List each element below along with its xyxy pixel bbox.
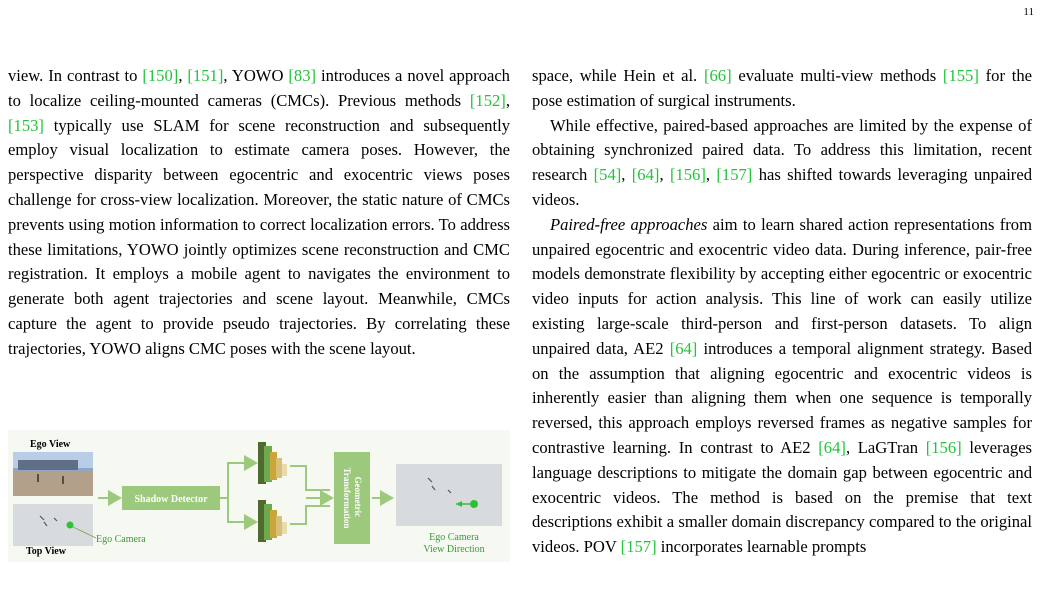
ego-view-image xyxy=(13,452,93,496)
output-ego-camera-marker xyxy=(470,500,478,508)
citation-link[interactable]: [156] xyxy=(925,437,962,457)
geometric-transformation-label: Geometric Transformation xyxy=(342,467,363,529)
citation-link[interactable]: [151] xyxy=(187,66,224,85)
top-view-image xyxy=(13,504,96,546)
citation-link[interactable]: [64] xyxy=(631,165,660,185)
citation-link[interactable]: [64] xyxy=(669,338,698,358)
citation-link[interactable]: [156] xyxy=(669,165,706,185)
citation-link[interactable]: [153] xyxy=(8,115,44,135)
figure-ego-localization xyxy=(8,430,510,562)
ego-camera-label: Ego Camera xyxy=(96,534,146,545)
shadow-detector-label: Shadow Detector xyxy=(134,494,208,505)
right-column xyxy=(532,64,1032,560)
feature-network-bottom xyxy=(258,500,287,542)
ego-camera-marker xyxy=(67,522,74,529)
left-paragraph: view. In contrast to [150], [151], YOWO [83] introduces a novel approach to localize ceiling-mounted cameras (CMCs). Previous methods [152], [153] typically use SLAM for scene reconstruction and subsequently employ visual localization to estimate camera poses. However, the perspective disparity between egocentric and exocentric views poses challenge for cross-view localization. Moreover, the static nature of CMCs prevents using motion information to correct localization errors. To address these limitations, YOWO jointly optimizes scene reconstruction and CMC registration. It employs a mobile agent to navigates the environment to generate both agent trajectories and scene layout. Meanwhile, CMCs capture the agent to provide pseudo trajectories. By correlating these trajectories, YOWO aligns CMC poses with the scene layout. xyxy=(8,66,510,358)
output-label-line1: Ego Camera xyxy=(429,532,479,543)
pipeline-diagram xyxy=(8,430,510,562)
citation-link[interactable]: [64] xyxy=(818,437,846,457)
emphasized-term: Paired-free approaches xyxy=(550,214,708,234)
top-view-label: Top View xyxy=(26,546,66,557)
citation-link[interactable]: [66] xyxy=(703,66,732,85)
ego-view-label: Ego View xyxy=(30,439,71,450)
citation-link[interactable]: [54] xyxy=(593,165,622,185)
citation-link[interactable]: [152] xyxy=(469,90,506,110)
right-paragraph-2: While effective, paired-based approaches are limited by the expense of obtaining synchronized paired data. To address this limitation, recent research [54], [64], [156], [157] has shifted towards leveraging unpaired videos. xyxy=(532,115,1032,209)
right-paragraph-3: Paired-free approaches aim to learn shared action representations from unpaired egocentric and exocentric video data. During inference, pair-free models demonstrate flexibility by accepting either egocentric or exocentric video inputs for action analysis. This line of work can easily utilize existing large-scale third-person and first-person datasets. To align unpaired data, AE2 [64] introduces a temporal alignment strategy. Based on the assumption that aligning egocentric and exocentric videos is inherently easier than aligning them when one sequence is temporally reversed, this approach employs reversed frames as negative samples for contrastive learning. In contrast to AE2 [64], LaGTran [156] leverages language descriptions to mitigate the domain gap between egocentric and exocentric videos. The method is based on the premise that text descriptions exhibit a smaller domain discrepancy compared to the original videos. POV [157] incorporates learnable prompts xyxy=(532,214,1033,557)
citation-link[interactable]: [157] xyxy=(716,165,753,185)
right-paragraph-1: space, while Hein et al. [66] evaluate multi-view methods [155] for the pose estimation of surgical instruments. xyxy=(532,66,1032,110)
citation-link[interactable]: [157] xyxy=(620,537,657,557)
output-top-view-image xyxy=(396,464,502,526)
citation-link[interactable]: [83] xyxy=(288,66,317,85)
citation-link[interactable]: [150] xyxy=(142,66,179,85)
left-column xyxy=(8,64,510,362)
output-label-line2: View Direction xyxy=(423,544,485,555)
citation-link[interactable]: [155] xyxy=(942,66,979,85)
feature-network-top xyxy=(258,442,287,484)
page-number: 11 xyxy=(1023,6,1034,18)
